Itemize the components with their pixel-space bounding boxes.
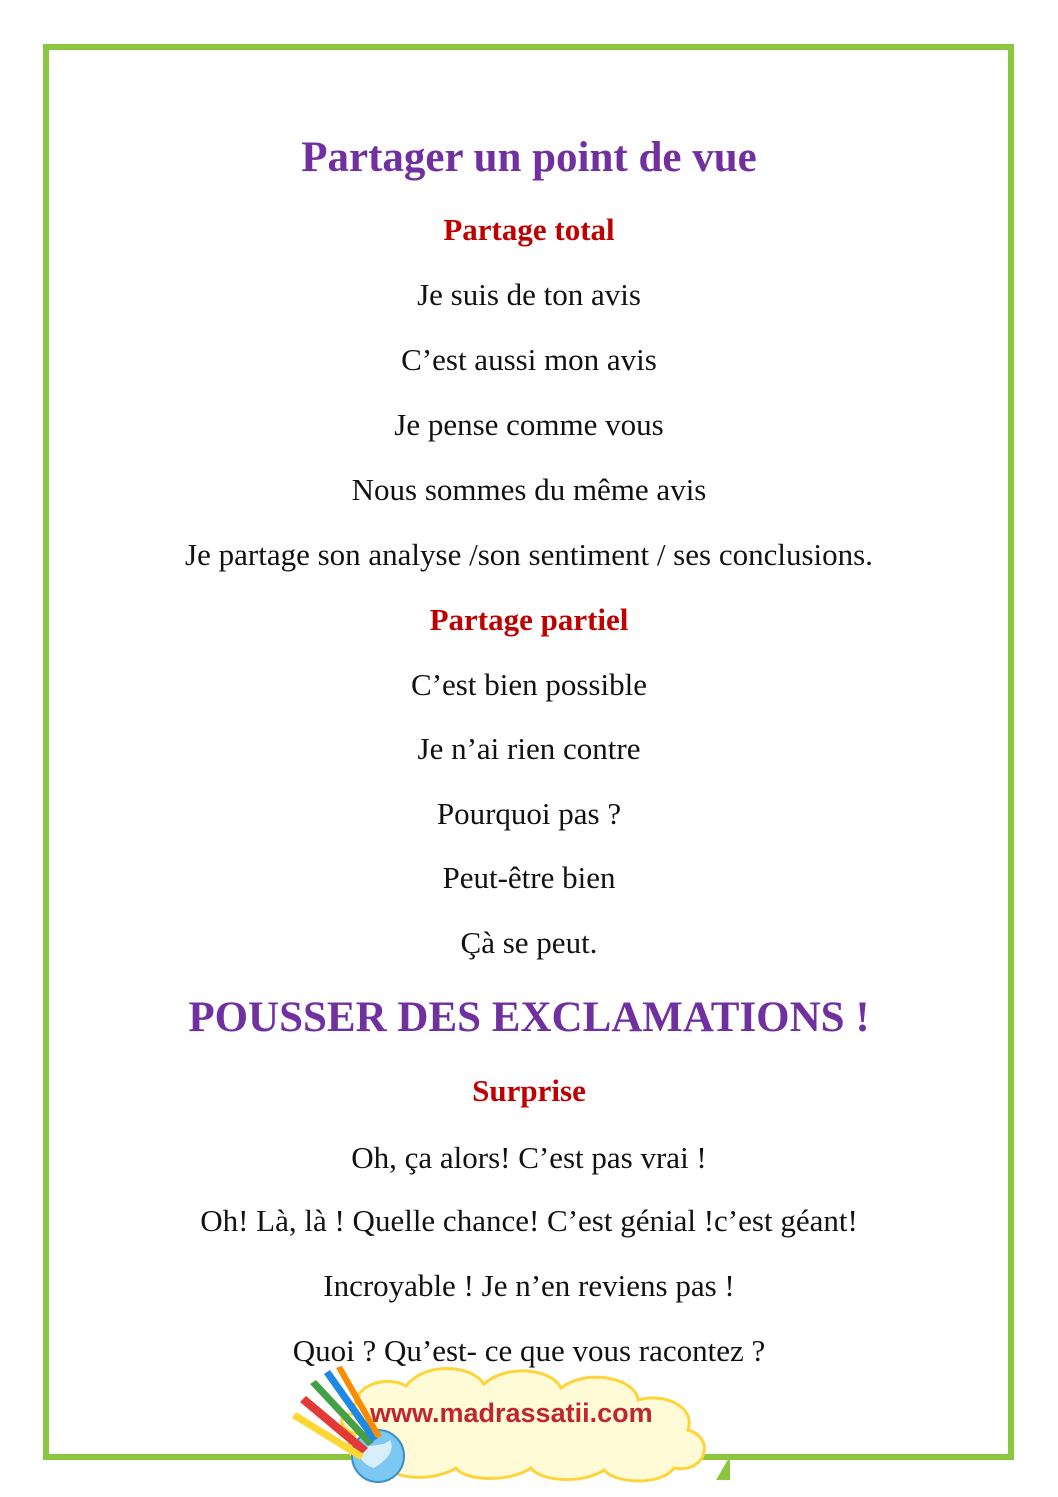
phrase-line: Quoi ? Qu’est- ce que vous racontez ? (292, 1333, 766, 1368)
phrase-line: Pourquoi pas ? (436, 796, 622, 831)
phrase-line: Je n’ai rien contre (417, 731, 641, 766)
phrase-line: Incroyable ! Je n’en reviens pas ! (323, 1268, 735, 1303)
phrase-line: Je partage son analyse /son sentiment / ses conclusions. (185, 537, 873, 572)
section-title-exclamations: POUSSER DES EXCLAMATIONS ! (188, 994, 870, 1041)
corner-fold (716, 1456, 730, 1480)
heading-partage-total: Partage total (443, 212, 615, 247)
heading-surprise: Surprise (472, 1073, 586, 1108)
phrase-line: Oh! Là, là ! Quelle chance! C’est génial !c’est géant! (200, 1203, 858, 1238)
phrase-line: Je pense comme vous (394, 407, 664, 442)
heading-partage-partiel: Partage partiel (429, 602, 629, 637)
phrase-line: Çà se peut. (460, 925, 598, 960)
phrase-line: C’est bien possible (411, 667, 647, 702)
phrase-line: Peut-être bien (442, 860, 616, 895)
phrase-line: Oh, ça alors! C’est pas vrai ! (351, 1140, 707, 1175)
phrase-line: C’est aussi mon avis (401, 342, 657, 377)
website-url: www.madrassatii.com (370, 1398, 653, 1428)
section-title-point-de-vue: Partager un point de vue (301, 134, 757, 181)
phrase-line: Je suis de ton avis (417, 277, 641, 312)
phrase-line: Nous sommes du même avis (351, 472, 707, 507)
